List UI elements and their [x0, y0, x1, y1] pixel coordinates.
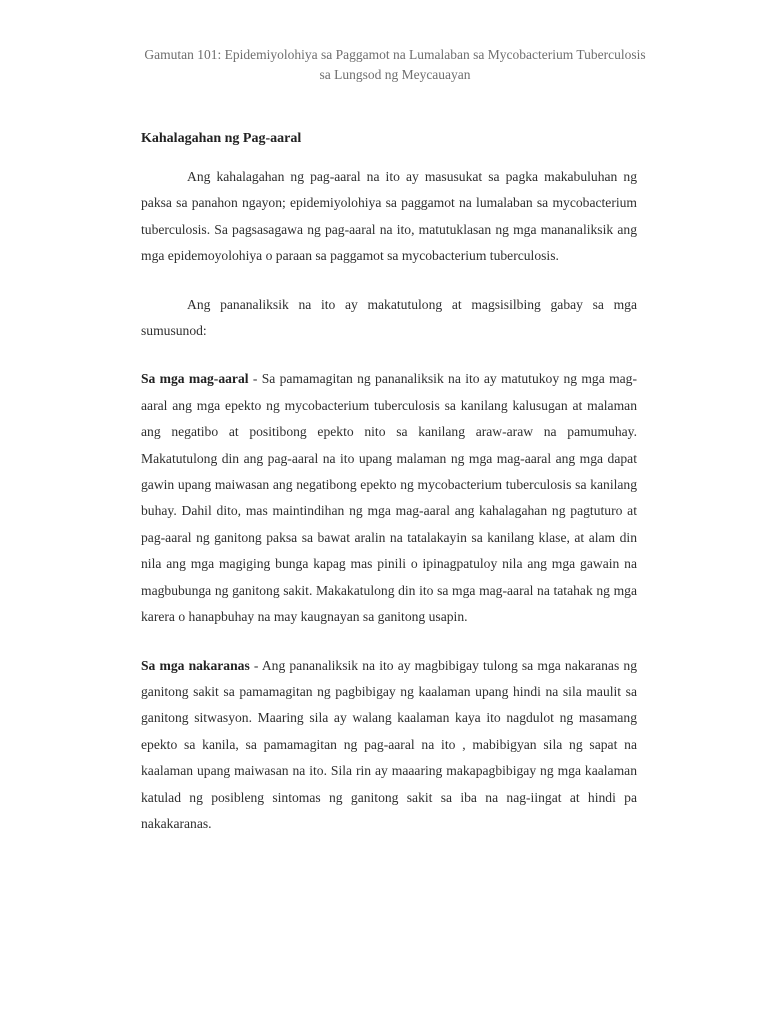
students-lead: Sa mga mag-aaral	[141, 371, 249, 387]
experienced-paragraph	[141, 653, 637, 838]
experienced-lead: Sa mga nakaranas	[141, 657, 250, 673]
header-line-1: Gamutan 101: Epidemiyolohiya sa Paggamot na Lumalaban sa Mycobacterium Tuberculosis	[144, 47, 646, 62]
running-header	[100, 45, 690, 85]
students-paragraph	[141, 366, 637, 630]
intro-paragraph: Ang kahalagahan ng pag-aaral na ito ay masusukat sa pagka makabuluhan ng paksa sa panahon ngayon; epidemiyolohiya sa paggamot na lumalaban sa mycobacterium tuberculosis. Sa pagsasagawa ng pag-aaral na ito, matutuklasan ng mga mananaliksik ang mga epidemoyolohiya o paraan sa paggamot sa mycobacterium tuberculosis.	[141, 169, 637, 264]
guide-paragraph: Ang pananaliksik na ito ay makatutulong at magsisilbing gabay sa mga sumusunod:	[141, 296, 637, 339]
document-body	[141, 126, 637, 837]
experienced-body: - Ang pananaliksik na ito ay magbibigay tulong sa mga nakaranas ng ganitong sakit sa pamamagitan ng pagbibigay ng kaalaman upang hindi na sila maulit sa ganitong sitwasyon. Maaring sila ay walang kaalaman kaya ito nagdulot ng masamang epekto sa kanila, sa pamamagitan ng pag-aaral na ito , mabibigyan sila ng sapat na kaalaman upang maiwasan na ito. Sila rin ay maaaring makapagbibigay ng mga kaalaman katulad ng posibleng sintomas ng ganitong sakit sa iba na nag-iingat at hindi pa nakakaranas.	[141, 657, 637, 831]
students-body: - Sa pamamagitan ng pananaliksik na ito ay matutukoy ng mga mag-aaral ang mga epekto ng mycobacterium tuberculosis sa kanilang kalusugan at malaman ang negatibo at positibong epekto nito sa kanilang araw-araw na pamumuhay. Makatutulong din ang pag-aaral na ito upang malaman ng mga mag-aaral ang mga dapat gawin upang maiwasan ang negatibong epekto ng mycobacterium tuberculosis sa kanilang buhay. Dahil dito, mas maintindihan ng mga mag-aaral ang kahalagahan ng pagtuturo at pag-aaral ng ganitong paksa sa bawat aralin na tatalakayin sa kanilang klase, at alam din nila ang mga magiging bunga kapag mas pinili o ipinagpatuloy nila ang mga gawain na magbubunga ng ganitong sakit. Makakatulong din ito sa mga mag-aaral na tatahak ng mga karera o hanapbuhay na may kaugnayan sa ganitong usapin.	[141, 371, 638, 625]
header-line-2: sa Lungsod ng Meycauayan	[319, 67, 471, 82]
section-heading: Kahalagahan ng Pag-aaral	[141, 131, 302, 146]
